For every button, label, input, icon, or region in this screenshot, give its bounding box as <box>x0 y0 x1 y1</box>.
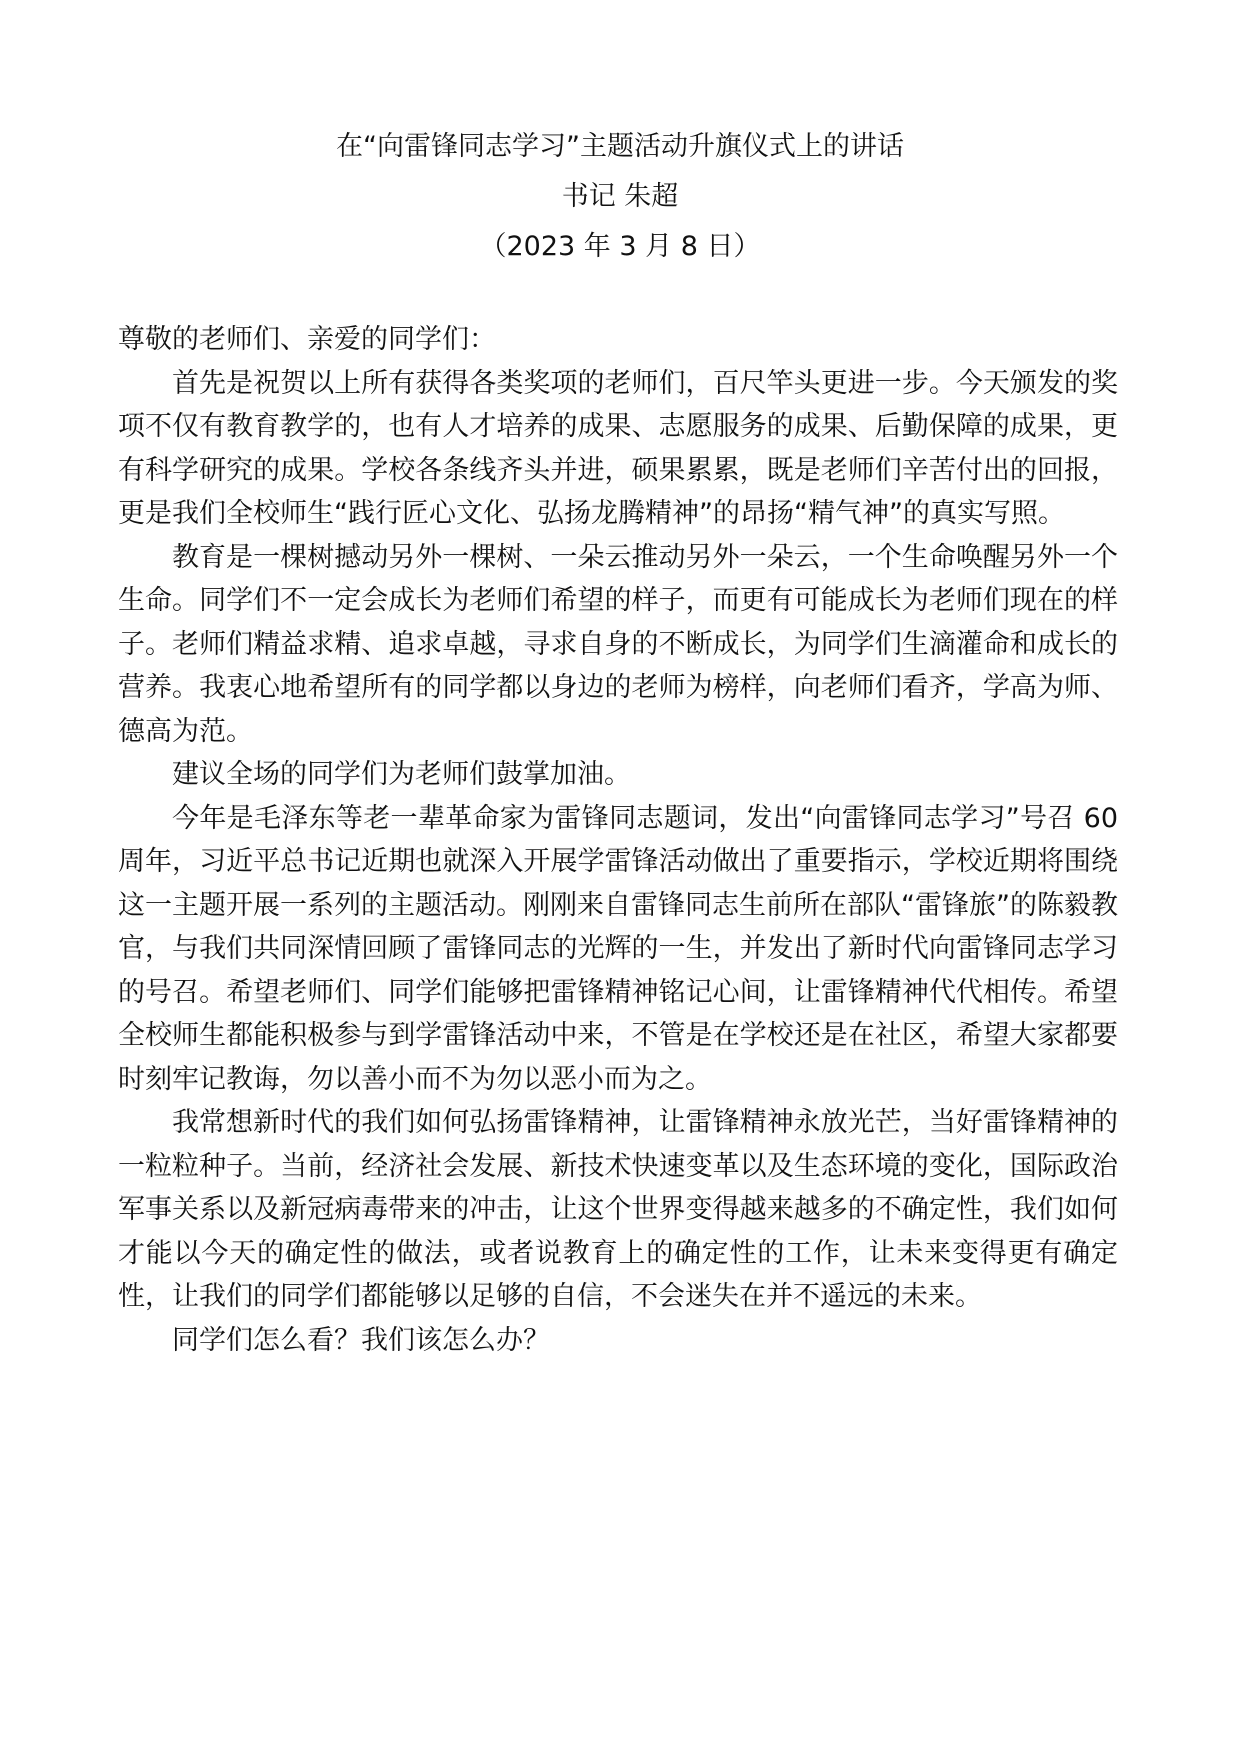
paragraph: 首先是祝贺以上所有获得各类奖项的老师们，百尺竿头更进一步。今天颁发的奖项不仅有教育教学的，也有人才培养的成果、志愿服务的成果、后勤保障的成果，更有科学研究的成果。学校各条线齐头并进，硕果累累，既是老师们辛苦付出的回报，更是我们全校师生“践行匠心文化、弘扬龙腾精神”的昂扬“精气神”的真实写照。 <box>118 367 1118 529</box>
speech-body <box>118 318 1118 1362</box>
paragraph: 我常想新时代的我们如何弘扬雷锋精神，让雷锋精神永放光芒，当好雷锋精神的一粒粒种子。当前，经济社会发展、新技术快速变革以及生态环境的变化，国际政治军事关系以及新冠病毒带来的冲击，让这个世界变得越来越多的不确定性，我们如何才能以今天的确定性的做法，或者说教育上的确定性的工作，让未来变得更有确定性，让我们的同学们都能够以足够的自信，不会迷失在并不遥远的未来。 <box>118 1107 1118 1312</box>
paragraph: 教育是一棵树撼动另外一棵树、一朵云推动另外一朵云，一个生命唤醒另外一个生命。同学们不一定会成长为老师们希望的样子，而更有可能成长为老师们现在的样子。老师们精益求精、追求卓越，寻求自身的不断成长，为同学们生滴灌命和成长的营养。我衷心地希望所有的同学都以身边的老师为榜样，向老师们看齐，学高为师、德高为范。 <box>118 541 1118 747</box>
speech-date: （2023 年 3 月 8 日） <box>479 231 761 262</box>
speech-title: 在“向雷锋同志学习”主题活动升旗仪式上的讲话 <box>336 131 904 162</box>
salutation: 尊敬的老师们、亲爱的同学们： <box>118 324 496 355</box>
speaker-line: 书记 朱超 <box>561 181 679 212</box>
paragraph: 今年是毛泽东等老一辈革命家为雷锋同志题词，发出“向雷锋同志学习”号召 60 周年，习近平总书记近期也就深入开展学雷锋活动做出了重要指示，学校近期将围绕这一主题开展一系列的主题活动。刚刚来自雷锋同志生前所在部队“雷锋旅”的陈毅教官，与我们共同深情回顾了雷锋同志的光辉的一生，并发出了新时代向雷锋同志学习的号召。希望老师们、同学们能够把雷锋精神铭记心间，让雷锋精神代代相传。希望全校师生都能积极参与到学雷锋活动中来，不管是在学校还是在社区，希望大家都要时刻牢记教诲，勿以善小而不为勿以恶小而为之。 <box>118 802 1118 1095</box>
paragraph: 同学们怎么看？我们该怎么办？ <box>172 1324 550 1356</box>
paragraph: 建议全场的同学们为老师们鼓掌加油。 <box>172 759 631 790</box>
